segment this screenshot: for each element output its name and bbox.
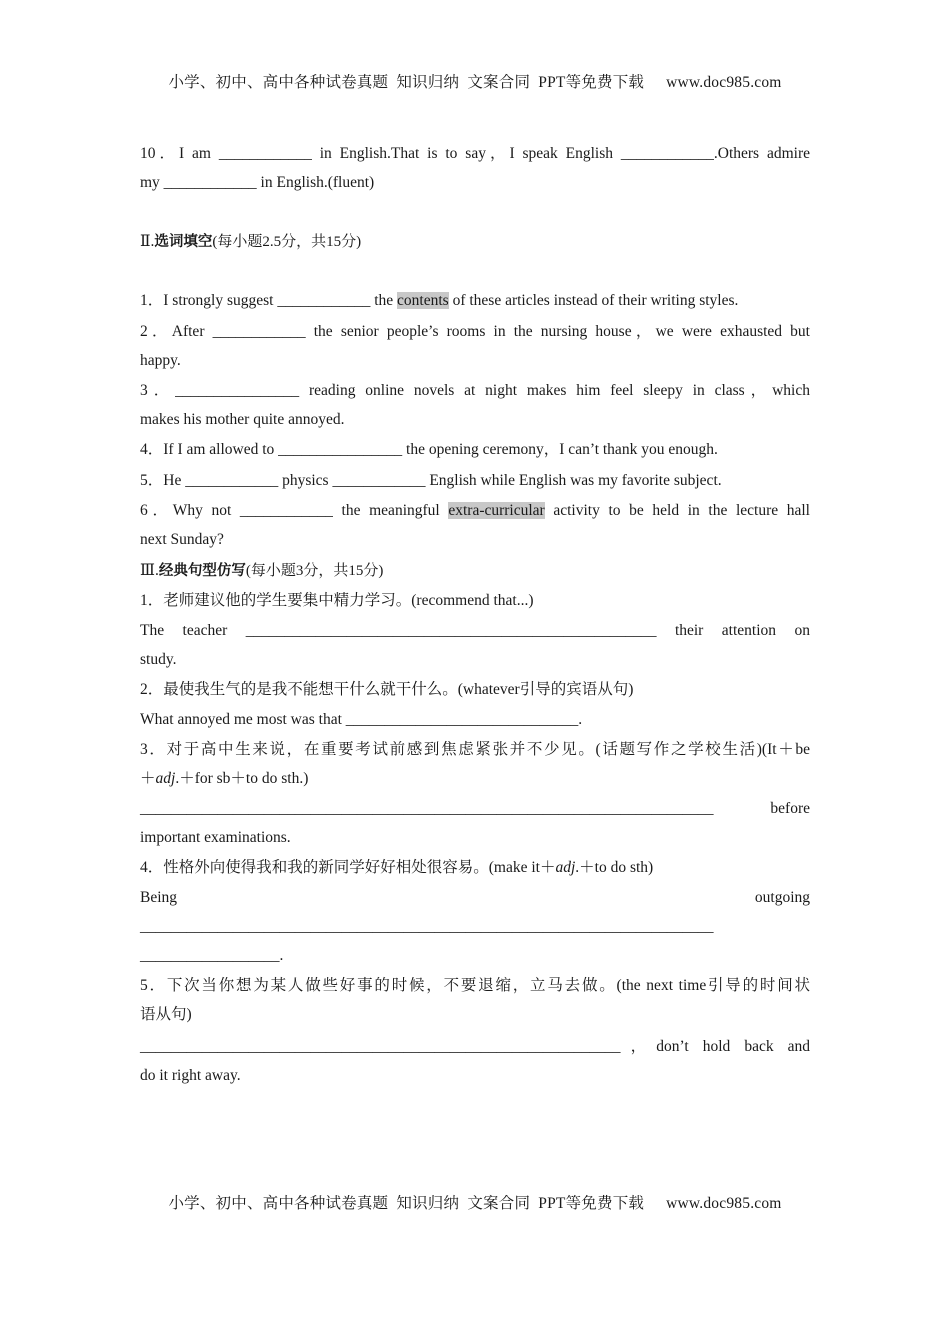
section3-note: (每小题3分，共15分) <box>245 563 384 579</box>
s3-question-3-prompt1: 3．对于高中生来说，在重要考试前感到焦虑紧张并不少见。(话题写作之学校生活)(It＋be <box>140 741 810 758</box>
s3q4-prompt-a: 4．性格外向使得我和我的新同学好好相处很容易。(make it＋ <box>140 859 556 876</box>
s3q3-prompt-rest: .＋for sb＋to do sth.) <box>175 770 309 787</box>
s3-question-2-prompt: 2．最使我生气的是我不能想干什么就干什么。(whatever引导的宾语从句) <box>140 681 634 698</box>
footer-url[interactable]: www.doc985.com <box>666 1195 782 1212</box>
s3-question-4-line1: Being outgoing <box>140 889 810 906</box>
s3-question-5-prompt1: 5．下次当你想为某人做些好事的时候，不要退缩，立马去做。(the next time引导的时间状 <box>140 977 810 994</box>
s2-question-2-line2: happy. <box>140 352 181 369</box>
s2q6-text-a: 6．Why not ____________ the meaningful <box>140 502 449 519</box>
s3-question-1-line2: study. <box>140 651 177 668</box>
s2-question-3-line2: makes his mother quite annoyed. <box>140 411 345 428</box>
s2-question-6-line1 <box>140 501 810 521</box>
section3-title: 经典句型仿写 <box>158 563 246 579</box>
s2q1-text-a: 1．I strongly suggest ____________ the <box>140 292 398 309</box>
q10-line1: 10．I am ____________ in English.That is to say，I speak English ____________.Others admire <box>140 145 810 162</box>
header-url[interactable]: www.doc985.com <box>666 74 782 91</box>
s3-question-2-line1: What annoyed me most was that ______________________________. <box>140 711 583 728</box>
s3-question-5-prompt2: 语从句) <box>140 1006 192 1023</box>
section2-heading <box>140 232 810 252</box>
s2-question-3-line1: 3．________________ reading online novels at night makes him feel sleepy in class，which <box>140 382 810 399</box>
s3-question-3-line2: important examinations. <box>140 829 291 846</box>
footer-text: 小学、初中、高中各种试卷真题 知识归纳 文案合同 PPT等免费下载 <box>168 1195 645 1212</box>
s2q6-text-b: activity to be held in the lecture hall <box>544 502 810 519</box>
s3-question-3-prompt2 <box>140 769 810 789</box>
section3-numeral: Ⅲ. <box>140 562 159 579</box>
s2-question-6-line2: next Sunday? <box>140 531 224 548</box>
s3q4-prompt-b: .＋to do sth) <box>575 859 654 876</box>
s3q3-adj: adj <box>155 770 176 787</box>
header-text: 小学、初中、高中各种试卷真题 知识归纳 文案合同 PPT等免费下载 <box>168 74 645 91</box>
s3-question-1-line1: The teacher _____________________________________________________ their attention on <box>140 622 810 639</box>
section2-numeral: Ⅱ. <box>140 233 155 250</box>
s3q4-adj: adj <box>555 859 576 876</box>
s2q1-highlight: contents <box>397 292 449 309</box>
s3-question-5-line2: do it right away. <box>140 1067 241 1084</box>
s3-question-4-line3: __________________. <box>140 947 284 964</box>
s3-question-3-line1: __________________________________________________________________________ before <box>140 800 810 817</box>
q10-line2: my ____________ in English.(fluent) <box>140 174 375 191</box>
s2-question-5: 5．He ____________ physics ____________ English while English was my favorite subject. <box>140 472 722 489</box>
s2-question-2-line1: 2．After ____________ the senior people’s rooms in the nursing house，we were exhausted but <box>140 323 810 340</box>
s3-question-1-prompt: 1．老师建议他的学生要集中精力学习。(recommend that...) <box>140 592 534 609</box>
s3-question-5-line1: ______________________________________________________________，don’t hold back and <box>140 1038 810 1055</box>
s2-question-1 <box>140 291 810 311</box>
section3-heading <box>140 561 810 581</box>
page-footer <box>0 1191 950 1213</box>
section2-title: 选词填空 <box>154 234 213 250</box>
s2-question-4: 4．If I am allowed to ________________ the opening ceremony，I can’t thank you enough. <box>140 441 718 458</box>
s2q1-text-b: of these articles instead of their writing styles. <box>448 292 739 309</box>
s3q3-plus: ＋ <box>140 770 156 787</box>
s2q6-highlight: extra-curricular <box>448 502 545 519</box>
page-header <box>0 70 950 92</box>
s3-question-4-line2: __________________________________________________________________________ <box>140 918 714 935</box>
s3-question-4-prompt <box>140 858 810 878</box>
section2-note: (每小题2.5分，共15分) <box>212 234 362 250</box>
